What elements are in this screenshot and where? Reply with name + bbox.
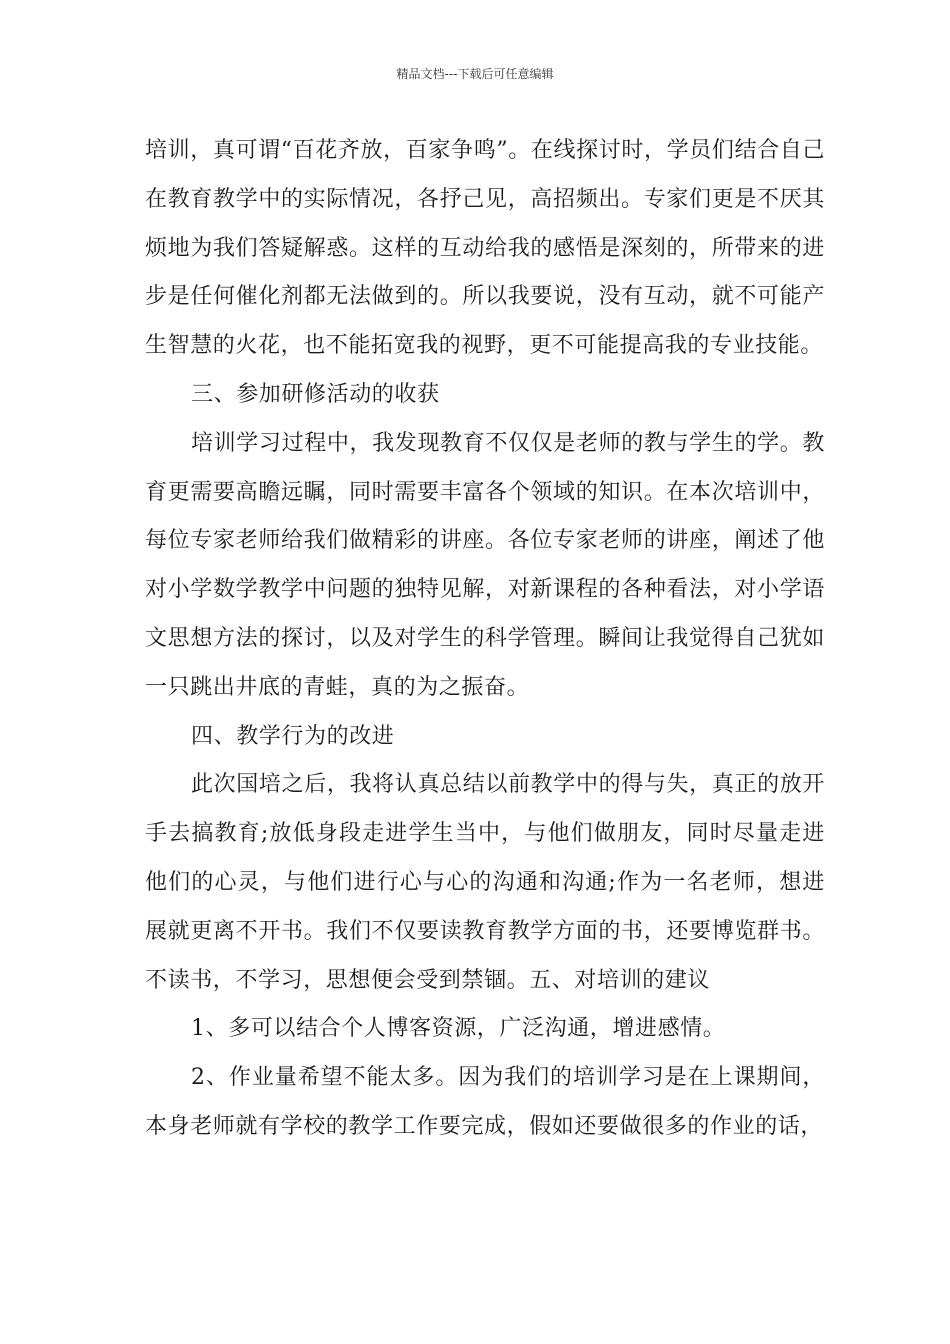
paragraph-gains: 培训学习过程中，我发现教育不仅仅是老师的教与学生的学。教育更需要高瞻远瞩，同时需要丰富各个领域的知识。在本次培训中，每位专家老师给我们做精彩的讲座。各位专家老师的讲座，阐述了他对小学数学教学中问题的独特见解，对新课程的各种看法，对小学语文思想方法的探讨，以及对学生的科学管理。瞬间让我觉得自己犹如一只跳出井底的青蛙，真的为之振奋。	[145, 430, 825, 700]
paragraph-interaction: 培训，真可谓“百花齐放，百家争鸣”。在线探讨时，学员们结合自己在教育教学中的实际情况，各抒己见，高招频出。专家们更是不厌其烦地为我们答疑解惑。这样的互动给我的感悟是深刻的，所带来的进步是任何催化剂都无法做到的。所以我要说，没有互动，就不可能产生智慧的火花，也不能拓宽我的视野，更不可能提高我的专业技能。	[145, 138, 825, 359]
page-header: 精品文档---下载后可任意编辑	[396, 67, 554, 81]
document-body	[145, 127, 825, 1152]
paragraph-improvement: 此次国培之后，我将认真总结以前教学中的得与失，真正的放开手去搞教育;放低身段走进学生当中，与他们做朋友，同时尽量走进他们的心灵，与他们进行心与心的沟通和沟通;作为一名老师，想进展就更离不开书。我们不仅要读教育教学方面的书，还要博览群书。不读书，不学习，思想便会受到禁锢。五、对培训的建议	[145, 772, 825, 993]
suggestion-item-2: 2、作业量希望不能太多。因为我们的培训学习是在上课期间，本身老师就有学校的教学工作要完成，假如还要做很多的作业的话，	[145, 1065, 825, 1139]
section-heading-gains: 三、参加研修活动的收获	[191, 381, 440, 407]
suggestion-item-1: 1、多可以结合个人博客资源，广泛沟通，增进感情。	[191, 1016, 726, 1042]
section-heading-improvement: 四、教学行为的改进	[191, 723, 395, 749]
